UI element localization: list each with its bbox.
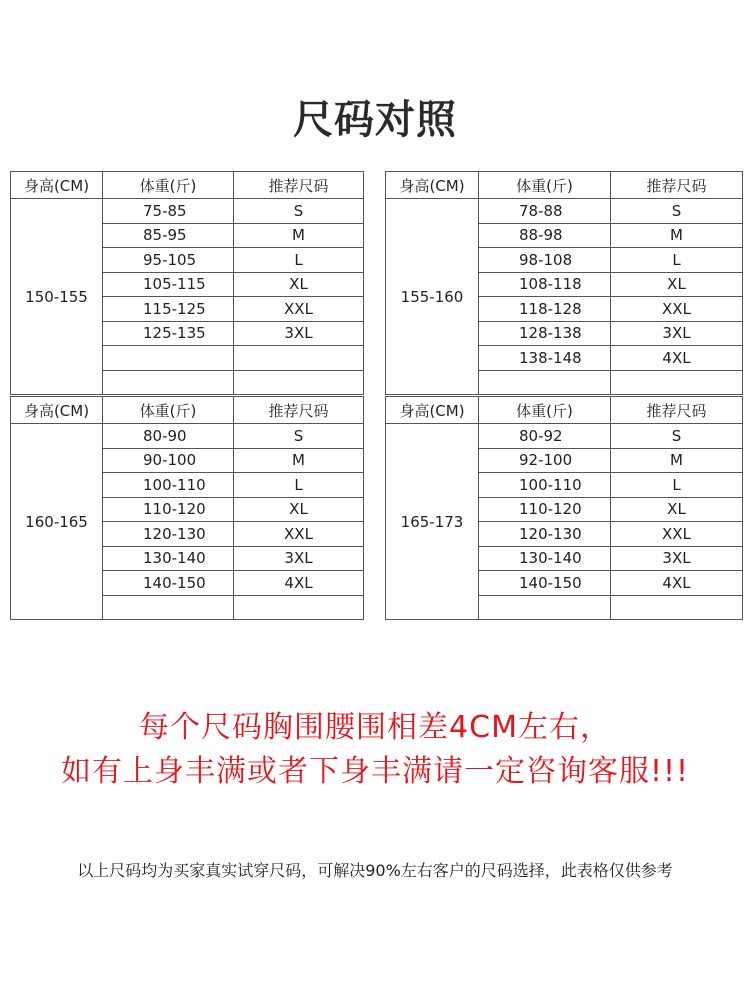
page-title: 尺码对照 <box>293 97 457 143</box>
table-row <box>11 199 364 224</box>
size-cell <box>234 346 364 371</box>
size-cell: L <box>611 248 743 273</box>
size-cell: S <box>234 199 364 224</box>
weight-cell: 140-150 <box>103 571 234 596</box>
size-cell: XL <box>234 272 364 297</box>
height-range-cell: 155-160 <box>386 199 479 395</box>
table-header-row <box>386 172 743 199</box>
weight-cell: 120-130 <box>479 522 611 547</box>
size-cell: M <box>234 223 364 248</box>
size-table-155-160 <box>385 171 743 395</box>
weight-cell: 118-128 <box>479 297 611 322</box>
weight-cell: 85-95 <box>103 223 234 248</box>
header-weight: 体重(斤) <box>479 397 611 424</box>
size-cell: 3XL <box>234 321 364 346</box>
weight-cell: 138-148 <box>479 346 611 371</box>
weight-cell: 128-138 <box>479 321 611 346</box>
size-note-line-1: 每个尺码胸围腰围相差4CM左右， <box>139 710 611 745</box>
size-cell: S <box>234 424 364 449</box>
size-cell: 4XL <box>611 571 743 596</box>
header-weight: 体重(斤) <box>103 397 234 424</box>
size-cell: XXL <box>611 522 743 547</box>
header-height: 身高(CM) <box>386 397 479 424</box>
header-size: 推荐尺码 <box>611 172 743 199</box>
weight-cell: 92-100 <box>479 448 611 473</box>
weight-cell: 130-140 <box>479 546 611 571</box>
weight-cell: 100-110 <box>479 473 611 498</box>
table-header-row <box>11 172 364 199</box>
weight-cell <box>103 346 234 371</box>
height-range-cell: 160-165 <box>11 424 103 620</box>
height-range-cell: 150-155 <box>11 199 103 395</box>
table-row <box>386 424 743 449</box>
weight-cell: 98-108 <box>479 248 611 273</box>
size-cell: S <box>611 199 743 224</box>
weight-cell <box>479 370 611 395</box>
weight-cell: 80-90 <box>103 424 234 449</box>
header-size: 推荐尺码 <box>611 397 743 424</box>
size-cell: 4XL <box>234 571 364 596</box>
weight-cell <box>103 370 234 395</box>
size-cell: 3XL <box>611 321 743 346</box>
size-cell <box>611 370 743 395</box>
size-cell: M <box>234 448 364 473</box>
size-cell: L <box>234 473 364 498</box>
weight-cell: 110-120 <box>103 497 234 522</box>
weight-cell: 105-115 <box>103 272 234 297</box>
table-header-row <box>386 397 743 424</box>
weight-cell: 108-118 <box>479 272 611 297</box>
weight-cell: 130-140 <box>103 546 234 571</box>
table-row <box>11 424 364 449</box>
weight-cell: 88-98 <box>479 223 611 248</box>
header-weight: 体重(斤) <box>103 172 234 199</box>
size-cell: M <box>611 448 743 473</box>
size-cell: 4XL <box>611 346 743 371</box>
header-height: 身高(CM) <box>386 172 479 199</box>
size-cell: S <box>611 424 743 449</box>
table-header-row <box>11 397 364 424</box>
weight-cell: 95-105 <box>103 248 234 273</box>
size-cell: XXL <box>234 522 364 547</box>
size-cell: 3XL <box>611 546 743 571</box>
height-range-cell: 165-173 <box>386 424 479 620</box>
header-height: 身高(CM) <box>11 172 103 199</box>
header-height: 身高(CM) <box>11 397 103 424</box>
size-cell: XL <box>234 497 364 522</box>
weight-cell: 120-130 <box>103 522 234 547</box>
weight-cell: 100-110 <box>103 473 234 498</box>
weight-cell: 115-125 <box>103 297 234 322</box>
size-cell <box>611 595 743 620</box>
size-cell <box>234 370 364 395</box>
weight-cell: 125-135 <box>103 321 234 346</box>
size-table-160-165 <box>10 396 364 620</box>
weight-cell: 75-85 <box>103 199 234 224</box>
weight-cell <box>479 595 611 620</box>
weight-cell: 90-100 <box>103 448 234 473</box>
weight-cell: 110-120 <box>479 497 611 522</box>
table-row <box>386 199 743 224</box>
size-table-165-173 <box>385 396 743 620</box>
weight-cell: 78-88 <box>479 199 611 224</box>
size-cell: XL <box>611 497 743 522</box>
footer-disclaimer: 以上尺码均为买家真实试穿尺码，可解决90%左右客户的尺码选择，此表格仅供参考 <box>77 861 673 880</box>
size-cell <box>234 595 364 620</box>
size-table-150-155 <box>10 171 364 395</box>
header-size: 推荐尺码 <box>234 397 364 424</box>
size-cell: L <box>611 473 743 498</box>
weight-cell <box>103 595 234 620</box>
size-cell: M <box>611 223 743 248</box>
size-cell: XXL <box>234 297 364 322</box>
weight-cell: 80-92 <box>479 424 611 449</box>
size-cell: L <box>234 248 364 273</box>
size-cell: 3XL <box>234 546 364 571</box>
header-size: 推荐尺码 <box>234 172 364 199</box>
weight-cell: 140-150 <box>479 571 611 596</box>
size-cell: XXL <box>611 297 743 322</box>
size-note-line-2: 如有上身丰满或者下身丰满请一定咨询客服!!! <box>60 754 690 789</box>
size-cell: XL <box>611 272 743 297</box>
header-weight: 体重(斤) <box>479 172 611 199</box>
